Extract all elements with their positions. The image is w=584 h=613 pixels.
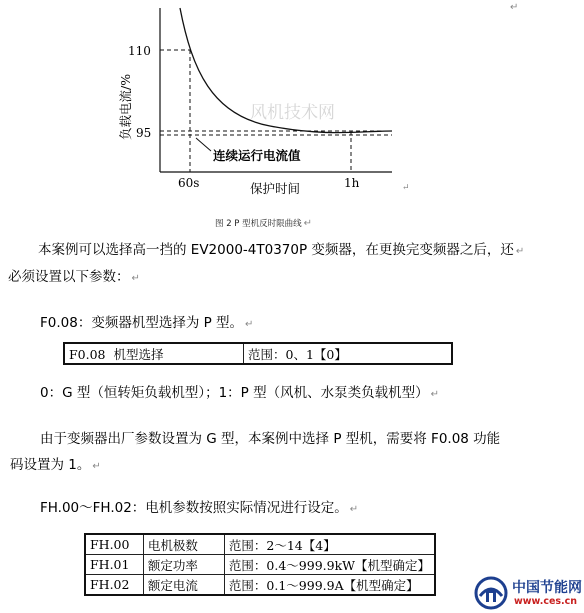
continuous-current-label: 连续运行电流值 bbox=[213, 148, 301, 163]
y-tick-110: 110 bbox=[128, 44, 151, 58]
table-row bbox=[85, 555, 435, 575]
y-axis-label: 负载电流/% bbox=[118, 73, 133, 140]
param-name: 额定功率 bbox=[143, 555, 224, 575]
paragraph-4-line-2: 码设置为 1。 ↵ bbox=[10, 457, 101, 473]
param-range: 范围：0.1～999.9A【机型确定】 bbox=[224, 575, 435, 596]
param-code-name: F0.08 机型选择 bbox=[64, 343, 244, 364]
table-row bbox=[85, 534, 435, 555]
paragraph-4-line-1: 由于变频器出厂参数设置为 G 型，本案例中选择 P 型机，需要将 F0.08 功能 bbox=[40, 431, 501, 447]
y-tick-95: 95 bbox=[136, 126, 152, 140]
paragraph-mark: ↵ bbox=[402, 183, 410, 193]
paragraph-2: F0.08：变频器机型选择为 P 型。 ↵ bbox=[40, 315, 254, 331]
param-name: 电机极数 bbox=[143, 534, 224, 555]
watermark: 风机技术网 bbox=[250, 103, 335, 123]
param-range: 范围：2～14【4】 bbox=[224, 534, 435, 555]
paragraph-1-line-2: 必须设置以下参数： ↵ bbox=[8, 269, 140, 285]
param-table-fh bbox=[84, 533, 436, 596]
param-name: 额定电流 bbox=[143, 575, 224, 596]
annotation-pointer bbox=[196, 138, 211, 151]
param-range: 范围：0.4～999.9kW【机型确定】 bbox=[224, 555, 435, 575]
table-row bbox=[64, 343, 452, 364]
param-code: FH.00 bbox=[85, 534, 143, 555]
table-row bbox=[85, 575, 435, 596]
param-table-f008 bbox=[63, 342, 453, 365]
x-tick-60s: 60s bbox=[178, 176, 200, 190]
param-code: FH.02 bbox=[85, 575, 143, 596]
paragraph-1-line-1: 本案例可以选择高一挡的 EV2000-4T0370P 变频器，在更换完变频器之后，还 ↵ bbox=[38, 242, 525, 258]
figure-caption: 图 2 P 型机反时限曲线 ↵ bbox=[215, 218, 313, 229]
ces-logo-url: www.ces.cn bbox=[514, 596, 578, 607]
x-axis-label: 保护时间 bbox=[250, 181, 301, 196]
ces-logo[interactable] bbox=[474, 576, 582, 610]
paragraph-3: 0：G 型（恒转矩负载机型）；1：P 型（风机、水泵类负载机型） ↵ bbox=[40, 385, 440, 401]
x-tick-1h: 1h bbox=[344, 176, 360, 190]
paragraph-5: FH.00～FH.02：电机参数按照实际情况进行设定。 ↵ bbox=[40, 500, 359, 516]
param-range: 范围：0、1【0】 bbox=[244, 343, 453, 364]
ces-logo-name: 中国节能网 bbox=[512, 580, 582, 596]
param-code: FH.01 bbox=[85, 555, 143, 575]
paragraph-mark: ↵ bbox=[510, 2, 519, 13]
inverse-time-curve-chart bbox=[100, 0, 430, 200]
ces-emblem-icon bbox=[474, 576, 510, 610]
